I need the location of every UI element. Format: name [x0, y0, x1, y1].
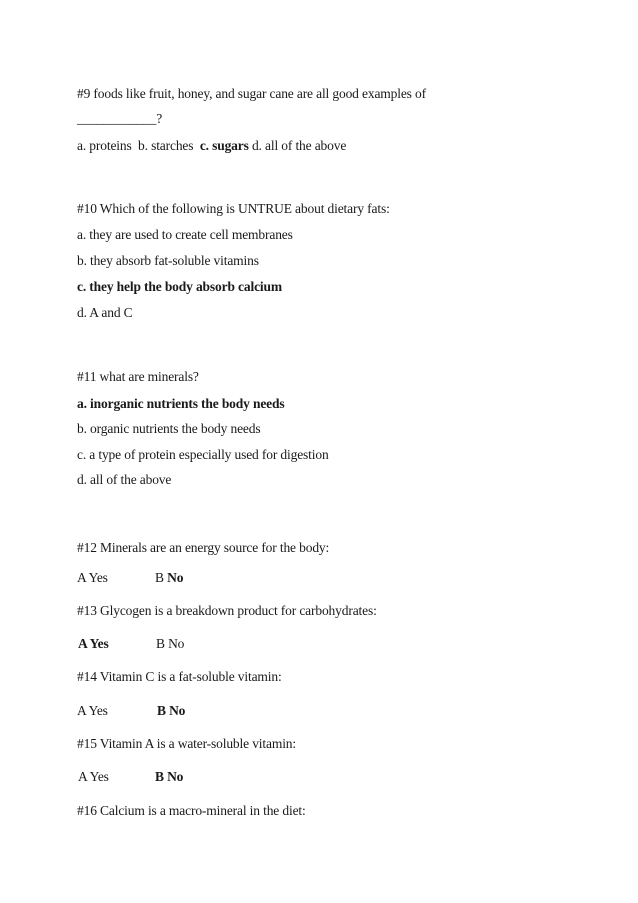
- question-14-options: [77, 703, 185, 719]
- question-10-answer-c: c. they help the body absorb calcium: [77, 279, 282, 294]
- question-12-text: #12 Minerals are an energy source for the body:: [77, 540, 330, 555]
- question-12-options: [77, 570, 183, 586]
- question-13-options: [78, 636, 184, 652]
- question-9-option-d: d. all of the above: [248, 138, 347, 153]
- question-11-option-b: b. organic nutrients the body needs: [77, 421, 261, 436]
- question-11-answer-a: a. inorganic nutrients the body needs: [77, 396, 285, 411]
- question-9-options-ab: a. proteins b. starches: [77, 138, 200, 153]
- question-11-text: #11 what are minerals?: [77, 369, 199, 384]
- question-11-option-d: d. all of the above: [77, 472, 172, 487]
- question-15-answer-b: B No: [155, 769, 184, 784]
- question-14-option-a: A Yes: [77, 703, 108, 718]
- question-9-text: #9 foods like fruit, honey, and sugar cane are all good examples of: [77, 86, 426, 101]
- question-9-blank: ____________?: [77, 111, 163, 126]
- question-15-options: [78, 769, 183, 785]
- question-13-text: #13 Glycogen is a breakdown product for carbohydrates:: [77, 603, 377, 618]
- question-9-answer-c: c. sugars: [199, 138, 249, 153]
- question-16-text: #16 Calcium is a macro-mineral in the diet:: [77, 803, 306, 818]
- question-12-option-b-prefix: B: [155, 570, 168, 585]
- question-11-option-c: c. a type of protein especially used for digestion: [77, 447, 329, 462]
- question-15-text: #15 Vitamin A is a water-soluble vitamin:: [77, 736, 296, 751]
- question-13-option-b: B No: [156, 636, 185, 651]
- question-10-option-b: b. they absorb fat-soluble vitamins: [77, 253, 259, 268]
- question-10-text: #10 Which of the following is UNTRUE about dietary fats:: [77, 201, 390, 216]
- question-10-option-a: a. they are used to create cell membranes: [77, 227, 293, 242]
- question-15-option-a: A Yes: [78, 769, 109, 784]
- question-14-answer-b: B No: [157, 703, 186, 718]
- question-12-answer-b: No: [167, 570, 184, 585]
- question-12-option-a: A Yes: [77, 570, 108, 585]
- question-9-options: [77, 138, 346, 154]
- question-13-answer-a: A Yes: [78, 636, 109, 651]
- question-14-text: #14 Vitamin C is a fat-soluble vitamin:: [77, 669, 282, 684]
- question-10-option-d: d. A and C: [77, 305, 133, 320]
